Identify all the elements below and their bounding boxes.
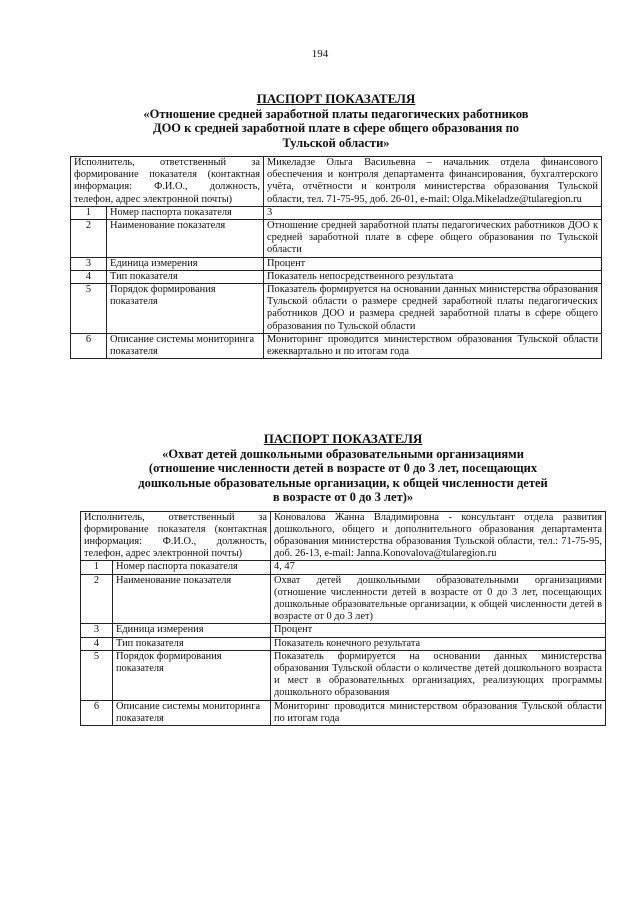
row-number: 2 xyxy=(81,574,113,624)
row-value: Показатель непосредственного результата xyxy=(264,270,602,283)
row-number: 4 xyxy=(81,637,113,650)
row-label: Описание системы мониторинга показателя xyxy=(107,333,264,358)
row-number: 1 xyxy=(71,206,107,219)
table-row xyxy=(81,511,606,561)
table-row xyxy=(81,700,606,725)
table-row xyxy=(71,333,602,358)
passport-section-2 xyxy=(80,432,606,726)
executor-value: Коновалова Жанна Владимировна - консультант отдела развития дошкольного, общего и дополнительного образования департамента образования министерства образования Тульской области, тел.: 71-75-95, доб. 26-13, e-mail: Janna.Konovalova@tularegion.ru xyxy=(271,511,606,561)
row-value: Показатель формируется на основании данных министерства образования Тульской области о размере средней заработной платы педагогических работников ДОО и размера средней заработной платы в сфере общего образования по Тульской области xyxy=(264,284,602,334)
passport-section-1 xyxy=(70,92,602,359)
row-label: Порядок формирования показателя xyxy=(113,650,271,700)
passport-subtitle-line: (отношение численности детей в возрасте от 0 до 3 лет, посещающих xyxy=(148,461,538,475)
passport-heading: ПАСПОРТ ПОКАЗАТЕЛЯ xyxy=(263,431,423,446)
row-label: Описание системы мониторинга показателя xyxy=(113,700,271,725)
passport-subtitle-line: дошкольные образовательные организации, к общей численности детей xyxy=(138,475,548,490)
table-row xyxy=(81,574,606,624)
row-number: 3 xyxy=(81,624,113,637)
table-row xyxy=(71,284,602,334)
row-label: Порядок формирования показателя xyxy=(107,284,264,334)
passport-title-1 xyxy=(70,92,602,150)
row-number: 3 xyxy=(71,257,107,270)
table-row xyxy=(71,270,602,283)
passport-table-2 xyxy=(80,511,606,726)
row-value: Отношение средней заработной платы педагогических работников ДОО к средней заработной плате в сфере общего образования по Тульской области xyxy=(264,220,602,258)
table-row xyxy=(81,637,606,650)
passport-subtitle-line: ДОО к средней заработной плате в сфере общего образования по xyxy=(152,121,520,135)
passport-subtitle-line: «Охват детей дошкольными образовательными организациями xyxy=(162,446,524,461)
row-value: 4, 47 xyxy=(271,561,606,574)
executor-label: Исполнитель, ответственный за формирование показателя (контактная информация: Ф.И.О., должность, телефон, адрес электронной почты) xyxy=(81,511,271,561)
row-number: 5 xyxy=(71,284,107,334)
row-number: 2 xyxy=(71,220,107,258)
row-label: Номер паспорта показателя xyxy=(107,206,264,219)
table-row xyxy=(81,561,606,574)
row-label: Единица измерения xyxy=(113,624,271,637)
executor-label: Исполнитель, ответственный за формирование показателя (контактная информация: Ф.И.О., должность, телефон, адрес электронной почты) xyxy=(71,157,264,207)
executor-value: Микеладзе Ольга Васильевна – начальник отдела финансового обеспечения и контроля департамента финансирования, бухгалтерского учёта, отчётности и контроля министерства образования Тульской области, тел. 71-75-95, доб. 26-01, e-mail: Olga.Mikeladze@tularegion.ru xyxy=(264,157,602,207)
passport-subtitle-line: «Отношение средней заработной платы педагогических работников xyxy=(143,106,529,121)
row-value: Показатель формируется на основании данных министерства образования Тульской области о количестве детей дошкольного возраста и мест в образовательных организациях, реализующих программы дошкольного образования xyxy=(271,650,606,700)
passport-title-2 xyxy=(80,432,606,505)
row-label: Единица измерения xyxy=(107,257,264,270)
passport-heading: ПАСПОРТ ПОКАЗАТЕЛЯ xyxy=(256,91,416,106)
row-value: Показатель конечного результата xyxy=(271,637,606,650)
row-number: 5 xyxy=(81,650,113,700)
table-row xyxy=(71,157,602,207)
row-value: Процент xyxy=(271,624,606,637)
row-label: Тип показателя xyxy=(113,637,271,650)
row-value: Охват детей дошкольными образовательными организациями (отношение численности детей в возрасте от 0 до 3 лет, посещающих дошкольные образовательные организации, к общей численности детей в возрасте от 0 до 3 лет) xyxy=(271,574,606,624)
row-number: 6 xyxy=(81,700,113,725)
row-label: Наименование показателя xyxy=(107,220,264,258)
page-number: 194 xyxy=(311,48,329,60)
row-value: Мониторинг проводится министерством образования Тульской области по итогам года xyxy=(271,700,606,725)
row-number: 4 xyxy=(71,270,107,283)
table-row xyxy=(71,257,602,270)
passport-subtitle-line: в возрасте от 0 до 3 лет)» xyxy=(272,490,414,504)
row-label: Тип показателя xyxy=(107,270,264,283)
row-value: Процент xyxy=(264,257,602,270)
row-number: 1 xyxy=(81,561,113,574)
row-value: Мониторинг проводится министерством образования Тульской области ежеквартально и по итогам года xyxy=(264,333,602,358)
passport-table-1 xyxy=(70,156,602,359)
passport-subtitle-line: Тульской области» xyxy=(282,135,390,150)
table-row xyxy=(71,220,602,258)
table-row xyxy=(71,206,602,219)
row-value: 3 xyxy=(264,206,602,219)
row-label: Наименование показателя xyxy=(113,574,271,624)
row-number: 6 xyxy=(71,333,107,358)
table-row xyxy=(81,624,606,637)
row-label: Номер паспорта показателя xyxy=(113,561,271,574)
table-row xyxy=(81,650,606,700)
